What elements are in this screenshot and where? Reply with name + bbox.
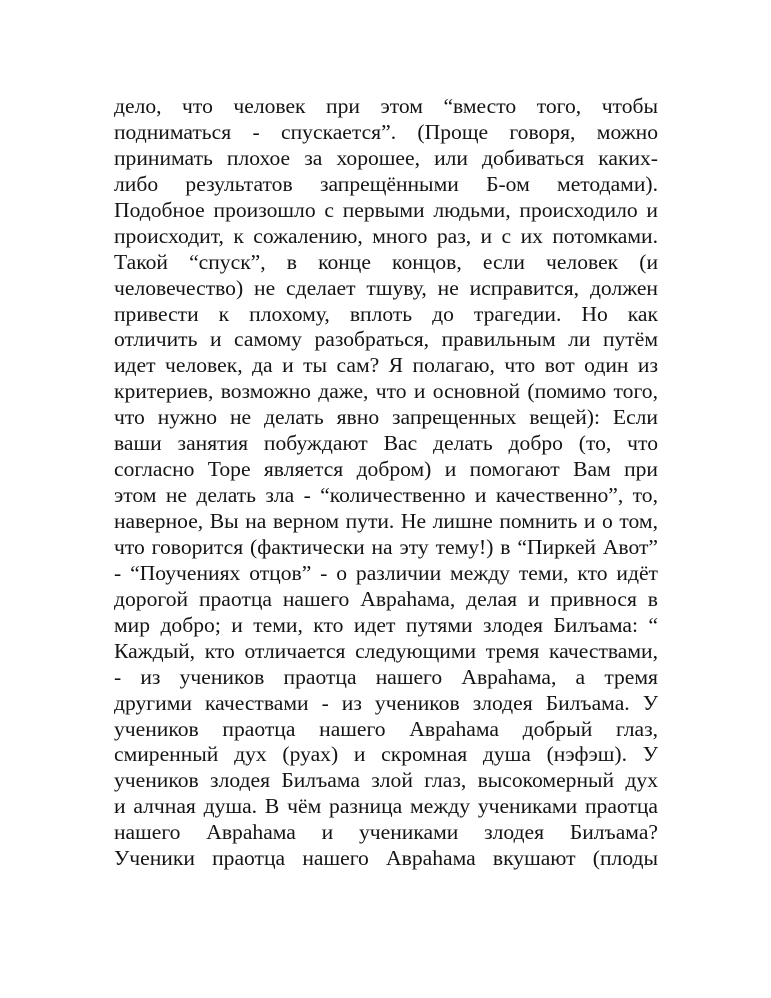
text-line: либо результатов запрещёнными Б-ом методами). — [114, 171, 658, 196]
text-line: что говорится (фактически на эту тему!) в “Пиркей Авот” — [114, 534, 658, 559]
text-line: учеников праотца нашего Авраhама добрый глаз, — [114, 716, 658, 741]
text-line: - из учеников праотца нашего Авраhама, а тремя — [114, 664, 658, 689]
text-line: и алчная душа. В чём разница между учениками праотца — [114, 794, 658, 819]
text-line: нашего Авраhама и учениками злодея Билъама? — [114, 820, 658, 845]
text-line: идет человек, да и ты сам? Я полагаю, что вот один из — [114, 353, 658, 378]
text-line: учеников злодея Билъама злой глаз, высокомерный дух — [114, 768, 658, 793]
text-line: дело, что человек при этом “вместо того, чтобы — [114, 94, 658, 118]
text-line: отличить и самому разобраться, правильным ли путём — [114, 327, 658, 352]
text-line: Каждый, кто отличается следующими тремя качествами, — [114, 638, 658, 663]
text-line: другими качествами - из учеников злодея Билъама. У — [114, 690, 658, 715]
text-line: этом не делать зла - “количественно и качественно”, то, — [114, 483, 658, 508]
text-line: происходит, к сожалению, много раз, и с их потомками. — [114, 223, 658, 248]
text-line: подниматься - спускается”. (Проще говоря, можно — [114, 119, 658, 144]
text-line: что нужно не делать явно запрещенных вещей): Если — [114, 405, 658, 430]
text-line: критериев, возможно даже, что и основной (помимо того, — [114, 379, 658, 404]
text-line: мир добро; и теми, кто идет путями злодея Билъама: “ — [114, 612, 658, 637]
text-line: - “Поучениях отцов” - о различии между теми, кто идёт — [114, 560, 658, 585]
text-line: привести к плохому, вплоть до трагедии. Но как — [114, 301, 658, 326]
document-page — [114, 94, 658, 872]
text-line: смиренный дух (руах) и скромная душа (нэфэш). У — [114, 742, 658, 767]
text-line: принимать плохое за хорошее, или добиваться каких- — [114, 145, 658, 170]
text-line: согласно Торе является добром) и помогают Вам при — [114, 457, 658, 482]
text-line: дорогой праотца нашего Авраhама, делая и привнося в — [114, 586, 658, 611]
text-line: наверное, Вы на верном пути. Не лишне помнить и о том, — [114, 509, 658, 533]
body-paragraph — [114, 94, 658, 872]
text-line: Подобное произошло с первыми людьми, происходило и — [114, 197, 658, 222]
text-line: человечество) не сделает тшуву, не исправится, должен — [114, 275, 658, 300]
text-line: Такой “спуск”, в конце концов, если человек (и — [114, 249, 658, 274]
text-line: Ученики праотца нашего Авраhама вкушают (плоды — [114, 846, 658, 871]
text-line: ваши занятия побуждают Вас делать добро (то, что — [114, 431, 658, 456]
